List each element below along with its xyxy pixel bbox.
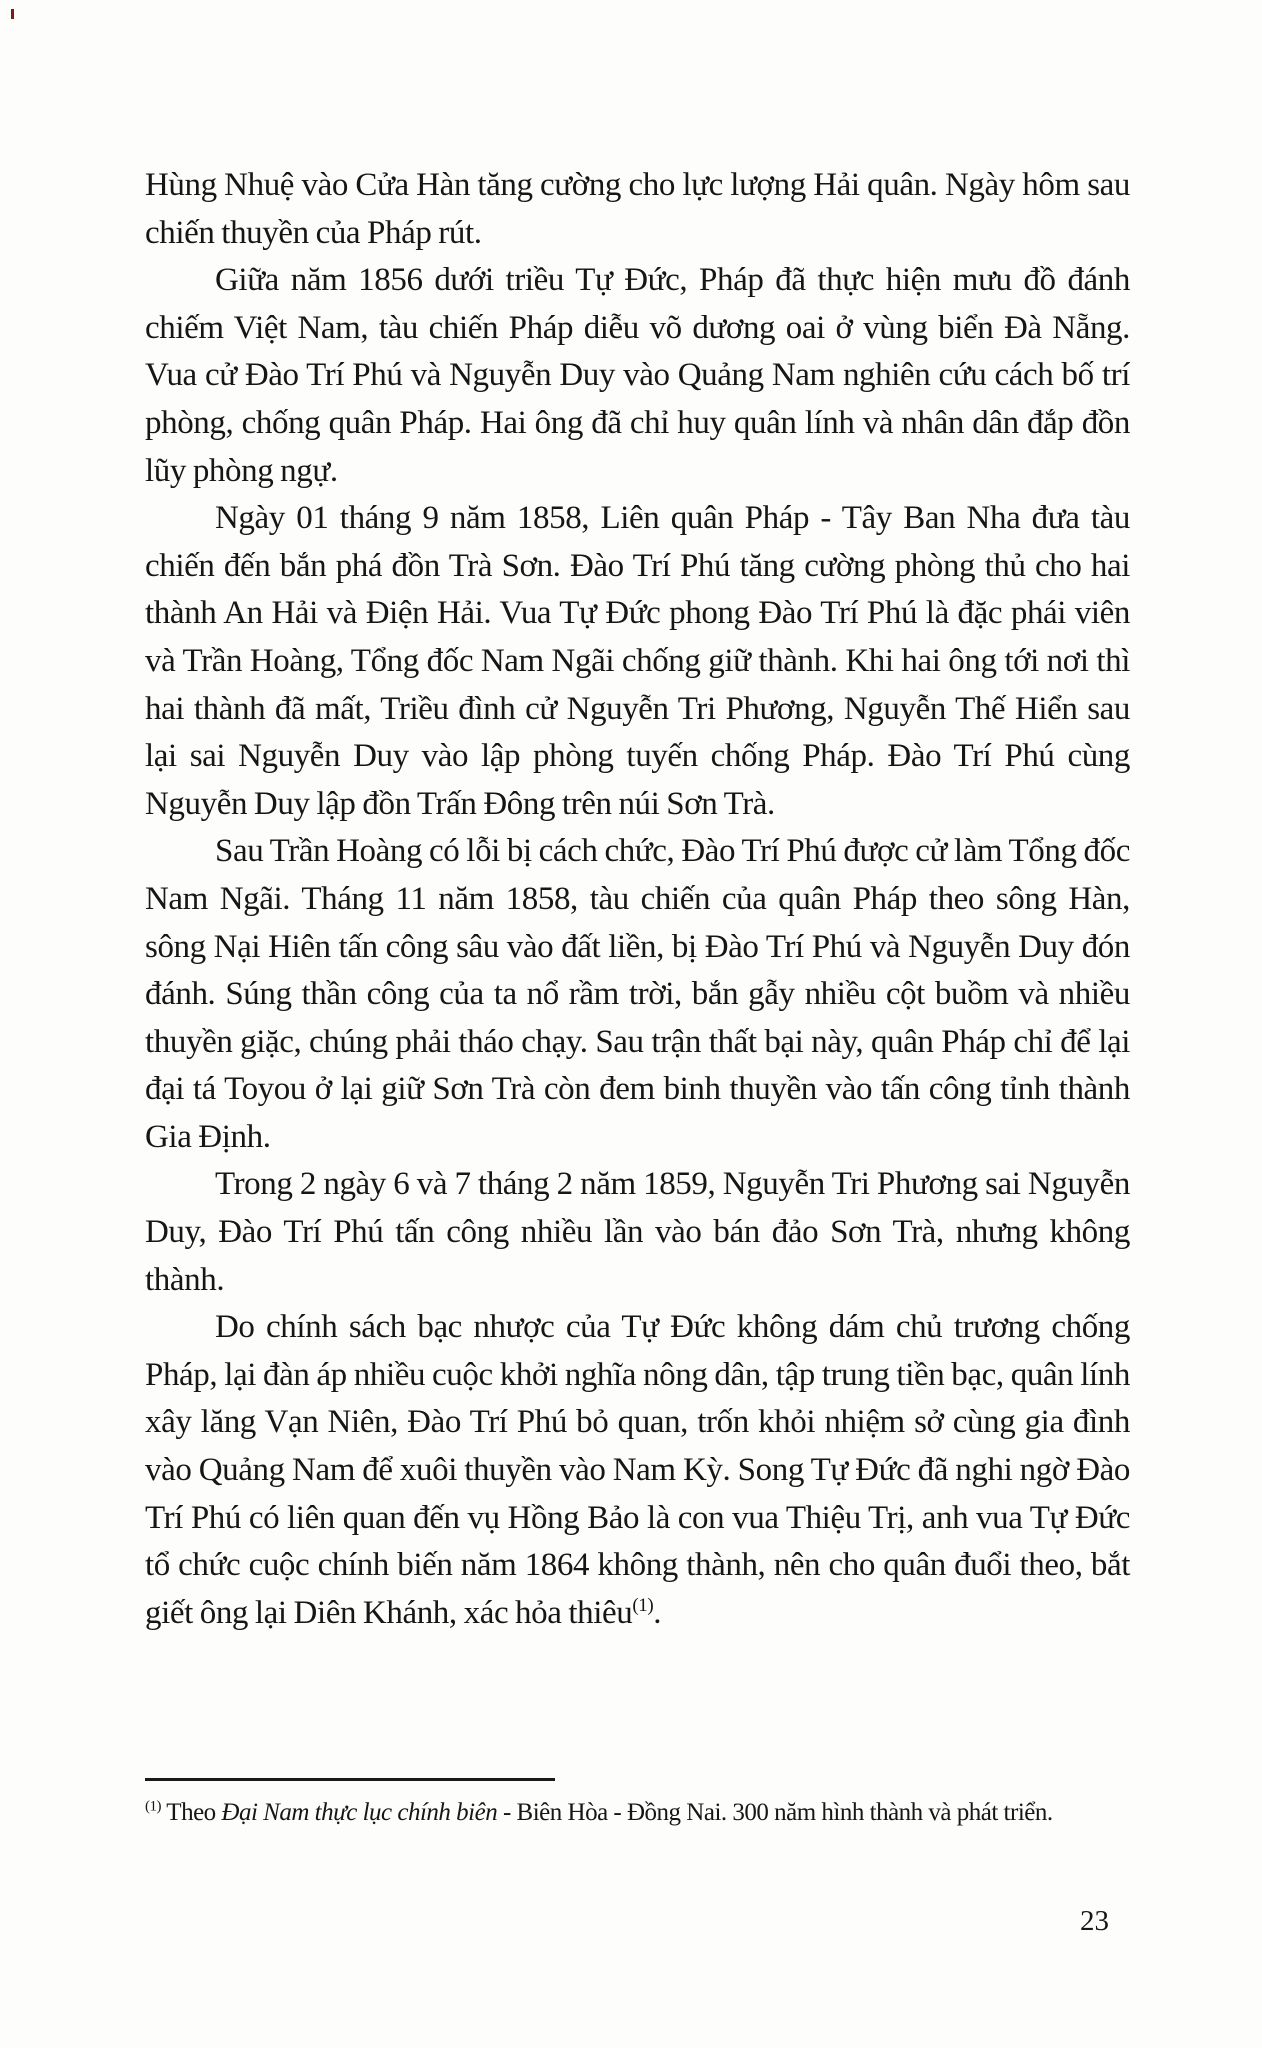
page-number: 23 [1080, 1905, 1109, 1937]
paragraph-6 [145, 1304, 1130, 1637]
paragraph-3: Ngày 01 tháng 9 năm 1858, Liên quân Pháp - Tây Ban Nha đưa tàu chiến đến bắn phá đồn Trà Sơn. Đào Trí Phú tăng cường phòng thủ cho hai thành An Hải và Điện Hải. Vua Tự Đức phong Đào Trí Phú là đặc phái viên và Trần Hoàng, Tổng đốc Nam Ngãi chống giữ thành. Khi hai ông tới nơi thì hai thành đã mất, Triều đình cử Nguyễn Tri Phương, Nguyễn Thế Hiển sau lại sai Nguyễn Duy vào lập phòng tuyến chống Pháp. Đào Trí Phú cùng Nguyễn Duy lập đồn Trấn Đông trên núi Sơn Trà. [145, 500, 1130, 822]
footnote-marker: (1) [145, 1798, 161, 1815]
scan-corner-mark [11, 9, 14, 19]
footnote-divider [145, 1778, 555, 1781]
paragraph-5: Trong 2 ngày 6 và 7 tháng 2 năm 1859, Nguyễn Tri Phương sai Nguyễn Duy, Đào Trí Phú tấn công nhiều lần vào bán đảo Sơn Trà, nhưng không thành. [145, 1166, 1130, 1298]
paragraph-4: Sau Trần Hoàng có lỗi bị cách chức, Đào Trí Phú được cử làm Tổng đốc Nam Ngãi. Tháng 11 năm 1858, tàu chiến của quân Pháp theo sông Hàn, sông Nại Hiên tấn công sâu vào đất liền, bị Đào Trí Phú và Nguyễn Duy đón đánh. Súng thần công của ta nổ rầm trời, bắn gẫy nhiều cột buồm và nhiều thuyền giặc, chúng phải tháo chạy. Sau trận thất bại này, quân Pháp chỉ để lại đại tá Toyou ở lại giữ Sơn Trà còn đem binh thuyền vào tấn công tỉnh thành Gia Định. [145, 833, 1130, 1155]
footnote [145, 1794, 1130, 1831]
page-body [145, 162, 1130, 1637]
paragraph-2: Giữa năm 1856 dưới triều Tự Đức, Pháp đã thực hiện mưu đồ đánh chiếm Việt Nam, tàu chiến Pháp diễu võ dương oai ở vùng biển Đà Nẵng. Vua cử Đào Trí Phú và Nguyễn Duy vào Quảng Nam nghiên cứu cách bố trí phòng, chống quân Pháp. Hai ông đã chỉ huy quân lính và nhân dân đắp đồn lũy phòng ngự. [145, 262, 1130, 489]
footnote-suffix: - Biên Hòa - Đồng Nai. 300 năm hình thành và phát triển. [497, 1799, 1053, 1826]
paragraph-6-trailing: . [653, 1594, 662, 1631]
paragraph-1: Hùng Nhuệ vào Cửa Hàn tăng cường cho lực lượng Hải quân. Ngày hôm sau chiến thuyền của Pháp rút. [145, 167, 1130, 251]
paragraph-6-text: Do chính sách bạc nhược của Tự Đức không dám chủ trương chống Pháp, lại đàn áp nhiều cuộc khởi nghĩa nông dân, tập trung tiền bạc, quân lính xây lăng Vạn Niên, Đào Trí Phú bỏ quan, trốn khỏi nhiệm sở cùng gia đình vào Quảng Nam để xuôi thuyền vào Nam Kỳ. Song Tự Đức đã nghi ngờ Đào Trí Phú có liên quan đến vụ Hồng Bảo là con vua Thiệu Trị, anh vua Tự Đức tổ chức cuộc chính biến năm 1864 không thành, nên cho quân đuổi theo, bắt giết ông lại Diên Khánh, xác hỏa thiêu [145, 1309, 1130, 1631]
footnote-source-title: Đại Nam thực lục chính biên [221, 1799, 498, 1826]
footnote-reference[interactable]: (1) [632, 1594, 654, 1616]
footnote-prefix: Theo [161, 1799, 222, 1826]
